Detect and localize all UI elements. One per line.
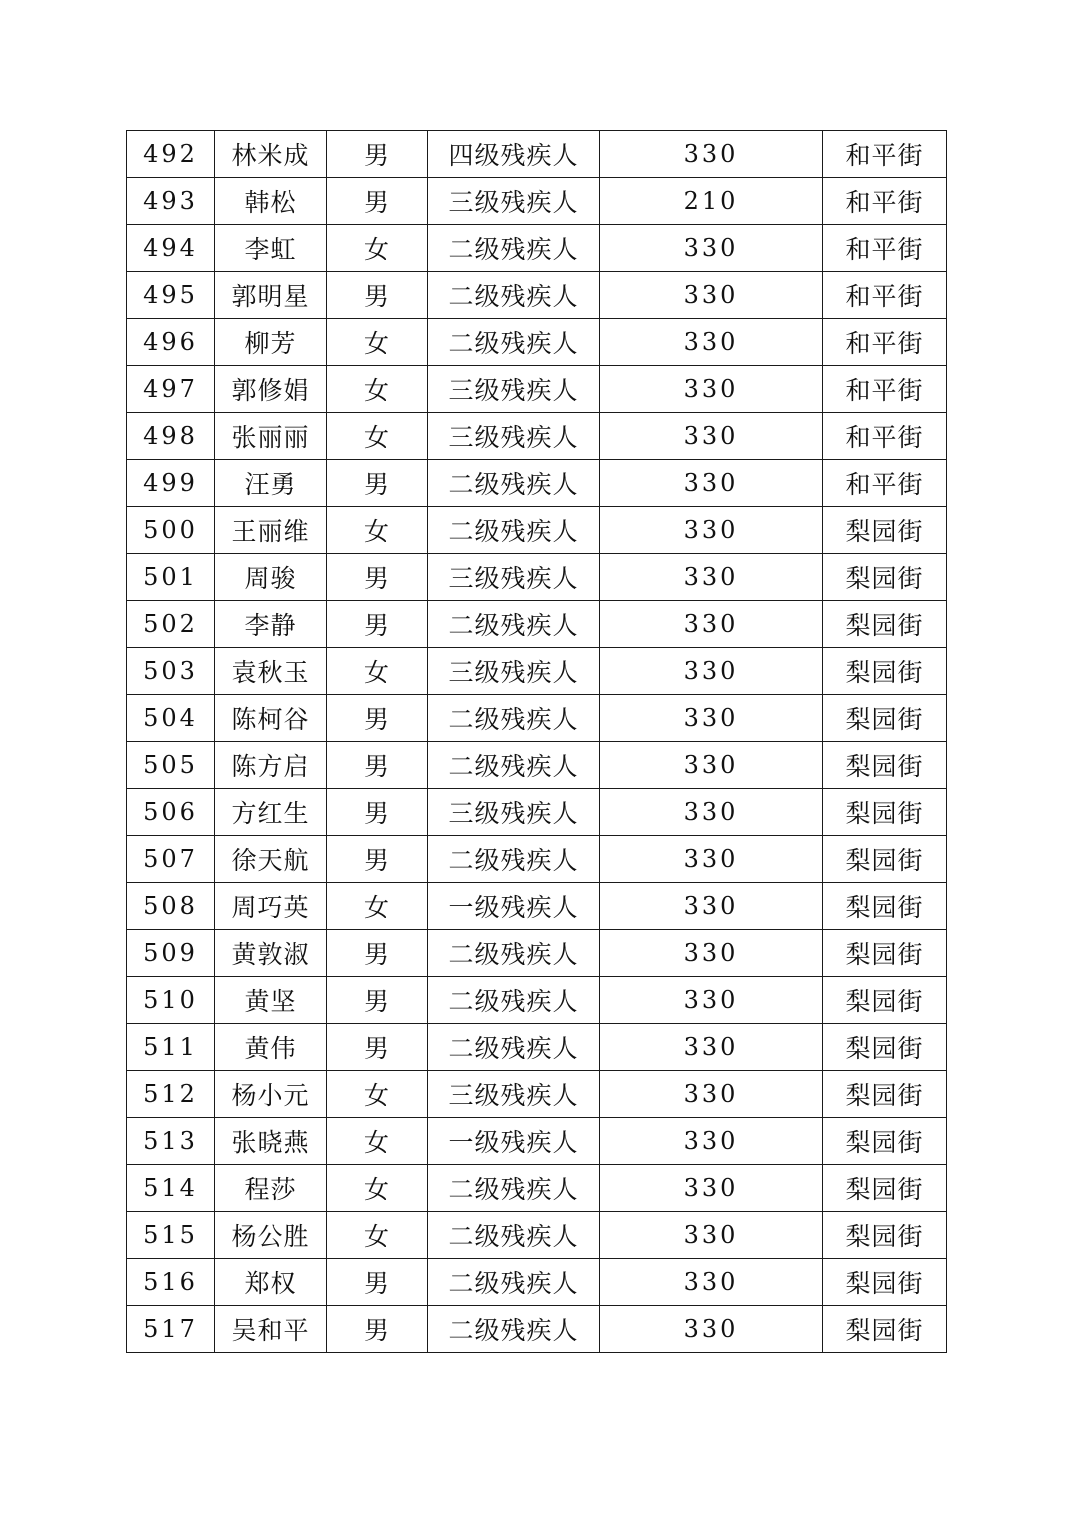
gender-cell: 男: [327, 554, 428, 601]
street-cell: 梨园街: [823, 1165, 947, 1212]
amount-cell: 330: [600, 366, 823, 413]
disability-level-cell: 三级残疾人: [428, 1071, 600, 1118]
name-cell: 杨小元: [215, 1071, 327, 1118]
table-row: [127, 883, 947, 930]
street-cell: 和平街: [823, 366, 947, 413]
name-cell: 黄坚: [215, 977, 327, 1024]
roster-table-body: [127, 131, 947, 1353]
amount-cell: 330: [600, 977, 823, 1024]
disability-level-cell: 二级残疾人: [428, 601, 600, 648]
row-number-cell: 508: [127, 883, 215, 930]
gender-cell: 男: [327, 601, 428, 648]
street-cell: 梨园街: [823, 1259, 947, 1306]
name-cell: 周巧英: [215, 883, 327, 930]
table-row: [127, 1212, 947, 1259]
disability-level-cell: 三级残疾人: [428, 413, 600, 460]
disability-level-cell: 一级残疾人: [428, 883, 600, 930]
gender-cell: 男: [327, 930, 428, 977]
table-row: [127, 648, 947, 695]
roster-table: [126, 130, 947, 1353]
street-cell: 梨园街: [823, 601, 947, 648]
amount-cell: 330: [600, 1071, 823, 1118]
amount-cell: 330: [600, 1259, 823, 1306]
amount-cell: 330: [600, 507, 823, 554]
disability-level-cell: 二级残疾人: [428, 507, 600, 554]
disability-level-cell: 三级残疾人: [428, 554, 600, 601]
amount-cell: 330: [600, 836, 823, 883]
disability-level-cell: 一级残疾人: [428, 1118, 600, 1165]
gender-cell: 女: [327, 366, 428, 413]
amount-cell: 330: [600, 695, 823, 742]
amount-cell: 210: [600, 178, 823, 225]
name-cell: 王丽维: [215, 507, 327, 554]
name-cell: 周骏: [215, 554, 327, 601]
row-number-cell: 501: [127, 554, 215, 601]
name-cell: 汪勇: [215, 460, 327, 507]
row-number-cell: 513: [127, 1118, 215, 1165]
gender-cell: 女: [327, 319, 428, 366]
disability-level-cell: 二级残疾人: [428, 1165, 600, 1212]
table-row: [127, 460, 947, 507]
amount-cell: 330: [600, 1165, 823, 1212]
name-cell: 柳芳: [215, 319, 327, 366]
disability-level-cell: 二级残疾人: [428, 695, 600, 742]
gender-cell: 男: [327, 131, 428, 178]
gender-cell: 女: [327, 413, 428, 460]
name-cell: 林米成: [215, 131, 327, 178]
gender-cell: 女: [327, 1118, 428, 1165]
gender-cell: 女: [327, 225, 428, 272]
row-number-cell: 512: [127, 1071, 215, 1118]
street-cell: 和平街: [823, 272, 947, 319]
table-row: [127, 1071, 947, 1118]
gender-cell: 男: [327, 977, 428, 1024]
row-number-cell: 494: [127, 225, 215, 272]
row-number-cell: 510: [127, 977, 215, 1024]
name-cell: 郭修娟: [215, 366, 327, 413]
amount-cell: 330: [600, 789, 823, 836]
gender-cell: 女: [327, 648, 428, 695]
row-number-cell: 511: [127, 1024, 215, 1071]
row-number-cell: 498: [127, 413, 215, 460]
amount-cell: 330: [600, 554, 823, 601]
disability-level-cell: 二级残疾人: [428, 272, 600, 319]
table-row: [127, 977, 947, 1024]
amount-cell: 330: [600, 225, 823, 272]
name-cell: 吴和平: [215, 1306, 327, 1353]
gender-cell: 男: [327, 1259, 428, 1306]
amount-cell: 330: [600, 413, 823, 460]
name-cell: 杨公胜: [215, 1212, 327, 1259]
disability-level-cell: 二级残疾人: [428, 460, 600, 507]
name-cell: 袁秋玉: [215, 648, 327, 695]
row-number-cell: 499: [127, 460, 215, 507]
gender-cell: 女: [327, 1212, 428, 1259]
table-row: [127, 272, 947, 319]
disability-level-cell: 二级残疾人: [428, 742, 600, 789]
amount-cell: 330: [600, 648, 823, 695]
disability-level-cell: 三级残疾人: [428, 366, 600, 413]
amount-cell: 330: [600, 1212, 823, 1259]
row-number-cell: 509: [127, 930, 215, 977]
name-cell: 徐天航: [215, 836, 327, 883]
name-cell: 黄敦淑: [215, 930, 327, 977]
disability-level-cell: 三级残疾人: [428, 178, 600, 225]
amount-cell: 330: [600, 1118, 823, 1165]
row-number-cell: 493: [127, 178, 215, 225]
disability-level-cell: 二级残疾人: [428, 225, 600, 272]
name-cell: 郭明星: [215, 272, 327, 319]
street-cell: 和平街: [823, 131, 947, 178]
gender-cell: 男: [327, 695, 428, 742]
street-cell: 和平街: [823, 178, 947, 225]
row-number-cell: 492: [127, 131, 215, 178]
street-cell: 梨园街: [823, 742, 947, 789]
table-row: [127, 554, 947, 601]
gender-cell: 女: [327, 507, 428, 554]
row-number-cell: 505: [127, 742, 215, 789]
amount-cell: 330: [600, 742, 823, 789]
row-number-cell: 515: [127, 1212, 215, 1259]
street-cell: 梨园街: [823, 1071, 947, 1118]
amount-cell: 330: [600, 460, 823, 507]
disability-level-cell: 二级残疾人: [428, 319, 600, 366]
amount-cell: 330: [600, 272, 823, 319]
street-cell: 梨园街: [823, 930, 947, 977]
gender-cell: 男: [327, 272, 428, 319]
row-number-cell: 503: [127, 648, 215, 695]
street-cell: 梨园街: [823, 789, 947, 836]
name-cell: 韩松: [215, 178, 327, 225]
amount-cell: 330: [600, 601, 823, 648]
disability-level-cell: 三级残疾人: [428, 648, 600, 695]
table-row: [127, 507, 947, 554]
table-row: [127, 695, 947, 742]
table-row: [127, 1306, 947, 1353]
table-row: [127, 1259, 947, 1306]
row-number-cell: 500: [127, 507, 215, 554]
disability-level-cell: 二级残疾人: [428, 1024, 600, 1071]
name-cell: 程莎: [215, 1165, 327, 1212]
table-row: [127, 1024, 947, 1071]
street-cell: 梨园街: [823, 977, 947, 1024]
table-row: [127, 742, 947, 789]
street-cell: 梨园街: [823, 1212, 947, 1259]
gender-cell: 女: [327, 1165, 428, 1212]
gender-cell: 男: [327, 1306, 428, 1353]
disability-level-cell: 三级残疾人: [428, 789, 600, 836]
street-cell: 梨园街: [823, 883, 947, 930]
table-row: [127, 413, 947, 460]
gender-cell: 男: [327, 1024, 428, 1071]
row-number-cell: 516: [127, 1259, 215, 1306]
row-number-cell: 496: [127, 319, 215, 366]
gender-cell: 男: [327, 178, 428, 225]
table-row: [127, 1165, 947, 1212]
street-cell: 和平街: [823, 225, 947, 272]
disability-level-cell: 二级残疾人: [428, 1212, 600, 1259]
row-number-cell: 504: [127, 695, 215, 742]
gender-cell: 女: [327, 1071, 428, 1118]
name-cell: 黄伟: [215, 1024, 327, 1071]
table-row: [127, 178, 947, 225]
table-row: [127, 225, 947, 272]
gender-cell: 女: [327, 883, 428, 930]
amount-cell: 330: [600, 131, 823, 178]
row-number-cell: 495: [127, 272, 215, 319]
name-cell: 张丽丽: [215, 413, 327, 460]
street-cell: 梨园街: [823, 695, 947, 742]
name-cell: 郑权: [215, 1259, 327, 1306]
row-number-cell: 502: [127, 601, 215, 648]
name-cell: 李虹: [215, 225, 327, 272]
disability-level-cell: 二级残疾人: [428, 977, 600, 1024]
disability-level-cell: 四级残疾人: [428, 131, 600, 178]
street-cell: 梨园街: [823, 507, 947, 554]
gender-cell: 男: [327, 460, 428, 507]
amount-cell: 330: [600, 883, 823, 930]
disability-level-cell: 二级残疾人: [428, 836, 600, 883]
street-cell: 和平街: [823, 413, 947, 460]
table-row: [127, 930, 947, 977]
gender-cell: 男: [327, 836, 428, 883]
street-cell: 梨园街: [823, 554, 947, 601]
street-cell: 梨园街: [823, 1024, 947, 1071]
row-number-cell: 514: [127, 1165, 215, 1212]
street-cell: 梨园街: [823, 1306, 947, 1353]
row-number-cell: 517: [127, 1306, 215, 1353]
table-row: [127, 601, 947, 648]
disability-level-cell: 二级残疾人: [428, 1259, 600, 1306]
disability-level-cell: 二级残疾人: [428, 930, 600, 977]
table-row: [127, 131, 947, 178]
gender-cell: 男: [327, 789, 428, 836]
amount-cell: 330: [600, 1024, 823, 1071]
row-number-cell: 507: [127, 836, 215, 883]
street-cell: 梨园街: [823, 1118, 947, 1165]
amount-cell: 330: [600, 319, 823, 366]
table-row: [127, 319, 947, 366]
name-cell: 陈柯谷: [215, 695, 327, 742]
row-number-cell: 497: [127, 366, 215, 413]
street-cell: 和平街: [823, 319, 947, 366]
table-row: [127, 1118, 947, 1165]
table-row: [127, 836, 947, 883]
table-row: [127, 789, 947, 836]
street-cell: 和平街: [823, 460, 947, 507]
name-cell: 李静: [215, 601, 327, 648]
amount-cell: 330: [600, 1306, 823, 1353]
name-cell: 方红生: [215, 789, 327, 836]
table-row: [127, 366, 947, 413]
amount-cell: 330: [600, 930, 823, 977]
name-cell: 张晓燕: [215, 1118, 327, 1165]
gender-cell: 男: [327, 742, 428, 789]
row-number-cell: 506: [127, 789, 215, 836]
street-cell: 梨园街: [823, 836, 947, 883]
name-cell: 陈方启: [215, 742, 327, 789]
disability-level-cell: 二级残疾人: [428, 1306, 600, 1353]
street-cell: 梨园街: [823, 648, 947, 695]
